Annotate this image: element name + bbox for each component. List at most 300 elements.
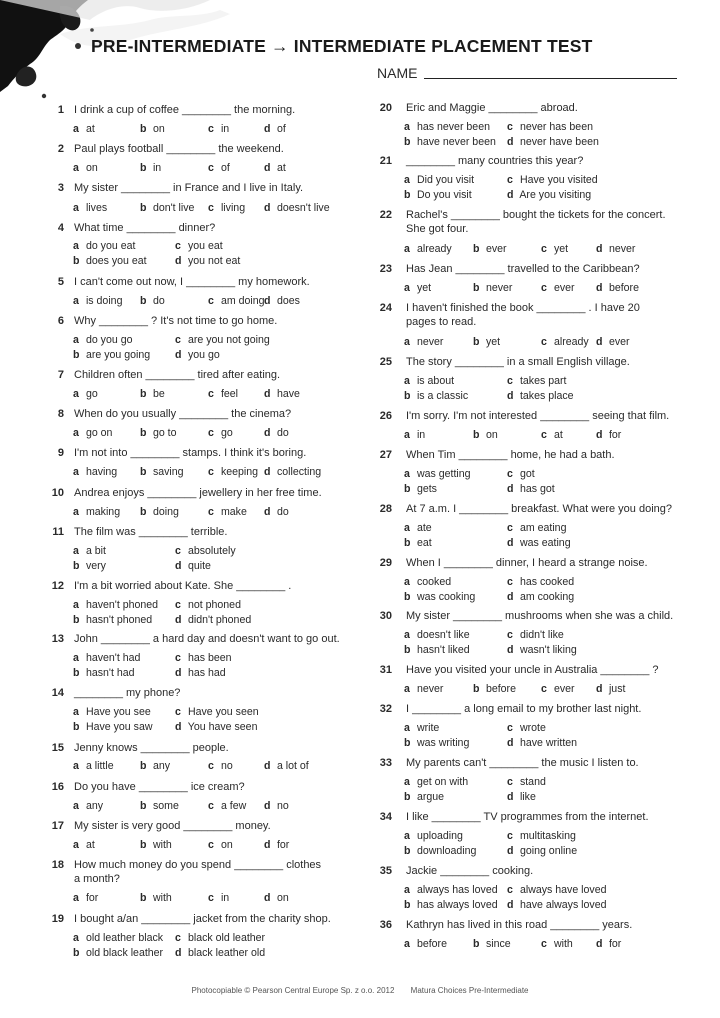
option-label: old leather black <box>83 932 164 944</box>
option-label: a little <box>83 760 114 772</box>
option-label: eat <box>414 537 432 549</box>
option-letter: a <box>404 243 410 255</box>
answer-option[interactable] <box>175 652 232 665</box>
answer-option[interactable] <box>507 483 555 496</box>
option-label: you eat <box>185 240 223 252</box>
option-letter: b <box>473 429 480 441</box>
answer-option[interactable] <box>404 591 475 604</box>
answer-option[interactable] <box>404 791 444 804</box>
option-letter: c <box>507 468 513 480</box>
answer-option[interactable] <box>264 123 286 136</box>
option-label: takes place <box>517 390 574 402</box>
answer-option[interactable] <box>264 202 330 215</box>
answer-option[interactable] <box>140 388 165 401</box>
answer-option[interactable] <box>541 938 573 951</box>
question-number: 15 <box>51 742 64 754</box>
answer-option[interactable] <box>541 243 568 256</box>
option-label: with <box>551 938 573 950</box>
option-label: ever <box>551 282 575 294</box>
answer-option[interactable] <box>507 174 598 187</box>
option-letter: a <box>404 282 410 294</box>
answer-option[interactable] <box>507 830 576 843</box>
option-label: doesn't like <box>414 629 470 641</box>
answer-option[interactable] <box>507 522 566 535</box>
option-letter: a <box>404 830 410 842</box>
answer-option[interactable] <box>140 202 194 215</box>
option-label: never has been <box>517 121 593 133</box>
answer-option[interactable] <box>140 123 165 136</box>
option-label: Have you seen <box>185 706 259 718</box>
answer-option[interactable] <box>208 506 247 519</box>
answer-option[interactable] <box>507 845 577 858</box>
option-label: be <box>150 388 165 400</box>
answer-option[interactable] <box>140 295 165 308</box>
answer-option[interactable] <box>208 427 233 440</box>
option-letter: c <box>507 884 513 896</box>
answer-option[interactable] <box>208 892 229 905</box>
option-label: quite <box>185 560 211 572</box>
answer-option[interactable] <box>507 722 546 735</box>
question-text: I like ________ TV programmes from the internet. <box>406 811 649 823</box>
option-label: on <box>483 429 498 441</box>
option-letter: c <box>175 334 181 346</box>
option-label: any <box>83 800 104 812</box>
question-text: Eric and Maggie ________ abroad. <box>406 102 578 114</box>
option-letter: b <box>73 349 80 361</box>
option-label: on <box>218 839 233 851</box>
option-label: stand <box>517 776 546 788</box>
option-letter: b <box>140 506 147 518</box>
option-label: wrote <box>517 722 546 734</box>
question-text: Andrea enjoys ________ jewellery in her free time. <box>74 487 322 499</box>
answer-option[interactable] <box>73 123 95 136</box>
answer-option[interactable] <box>175 667 226 680</box>
answer-option[interactable] <box>541 429 563 442</box>
option-label: Have you saw <box>83 721 153 733</box>
option-label: You have seen <box>185 721 258 733</box>
option-label: of <box>274 123 286 135</box>
option-letter: b <box>140 839 147 851</box>
option-letter: a <box>73 506 79 518</box>
answer-option[interactable] <box>73 506 120 519</box>
answer-option[interactable] <box>507 189 591 202</box>
answer-option[interactable] <box>264 892 289 905</box>
question-number: 19 <box>51 913 64 925</box>
answer-option[interactable] <box>175 721 257 734</box>
answer-option[interactable] <box>404 243 452 256</box>
answer-option[interactable] <box>507 468 535 481</box>
answer-option[interactable] <box>73 667 135 680</box>
answer-option[interactable] <box>507 776 546 789</box>
answer-option[interactable] <box>208 388 238 401</box>
question-text: John ________ a hard day and doesn't want to go out. <box>74 633 340 645</box>
question-number: 13 <box>51 633 64 645</box>
answer-option[interactable] <box>404 375 454 388</box>
answer-option[interactable] <box>404 776 468 789</box>
answer-option[interactable] <box>73 760 114 773</box>
answer-option[interactable] <box>73 240 135 253</box>
answer-option[interactable] <box>404 899 498 912</box>
option-letter: a <box>73 202 79 214</box>
answer-option[interactable] <box>404 174 474 187</box>
option-letter: d <box>175 947 182 959</box>
answer-option[interactable] <box>507 390 574 403</box>
option-label: uploading <box>414 830 463 842</box>
option-label: before <box>483 683 516 695</box>
answer-option[interactable] <box>73 652 140 665</box>
answer-option[interactable] <box>175 599 241 612</box>
answer-option[interactable] <box>404 644 470 657</box>
answer-option[interactable] <box>73 295 122 308</box>
option-label: are you going <box>83 349 151 361</box>
option-letter: c <box>208 506 214 518</box>
question-text: I ________ a long email to my brother last night. <box>406 703 642 715</box>
option-letter: b <box>404 791 411 803</box>
option-letter: b <box>73 560 80 572</box>
option-letter: a <box>73 240 79 252</box>
answer-option[interactable] <box>208 466 258 479</box>
option-label: before <box>606 282 639 294</box>
option-label: multitasking <box>517 830 576 842</box>
question-number: 3 <box>57 182 64 194</box>
answer-option[interactable] <box>264 839 289 852</box>
option-label: absolutely <box>185 545 236 557</box>
answer-option[interactable] <box>73 892 98 905</box>
answer-option[interactable] <box>404 429 425 442</box>
answer-option[interactable] <box>175 255 240 268</box>
answer-option[interactable] <box>404 629 470 642</box>
answer-option[interactable] <box>73 388 98 401</box>
option-label: in <box>414 429 426 441</box>
page-title: PRE-INTERMEDIATE → INTERMEDIATE PLACEMENT TEST <box>91 36 593 56</box>
answer-option[interactable] <box>473 429 498 442</box>
question-number: 20 <box>379 102 392 114</box>
answer-option[interactable] <box>73 599 158 612</box>
answer-option[interactable] <box>507 121 593 134</box>
option-label: old black leather <box>83 947 164 959</box>
option-label: has never been <box>414 121 490 133</box>
answer-option[interactable] <box>140 466 184 479</box>
question-number: 18 <box>51 859 64 871</box>
question-text: Do you have ________ ice cream? <box>74 781 245 793</box>
answer-option[interactable] <box>175 706 259 719</box>
option-letter: c <box>507 722 513 734</box>
option-label: go to <box>150 427 177 439</box>
option-letter: a <box>404 576 410 588</box>
option-label: am doing <box>218 295 265 307</box>
question-number: 33 <box>379 757 392 769</box>
option-letter: b <box>140 202 147 214</box>
question-number: 17 <box>51 820 64 832</box>
answer-option[interactable] <box>73 947 163 960</box>
option-label: for <box>606 938 622 950</box>
option-label: at <box>83 839 95 851</box>
question-text: ________ many countries this year? <box>406 155 584 167</box>
option-letter: a <box>73 652 79 664</box>
answer-option[interactable] <box>507 791 536 804</box>
option-label: with <box>150 892 172 904</box>
option-letter: c <box>208 202 214 214</box>
option-label: a lot of <box>274 760 309 772</box>
answer-option[interactable] <box>208 800 246 813</box>
option-letter: b <box>140 466 147 478</box>
answer-option[interactable] <box>73 800 103 813</box>
answer-option[interactable] <box>507 576 574 589</box>
option-label: on <box>83 162 98 174</box>
answer-option[interactable] <box>473 282 512 295</box>
option-label: for <box>83 892 99 904</box>
answer-option[interactable] <box>140 839 172 852</box>
question-number: 2 <box>57 143 64 155</box>
option-letter: a <box>404 336 410 348</box>
answer-option[interactable] <box>596 938 621 951</box>
answer-option[interactable] <box>596 683 625 696</box>
question-number: 11 <box>52 526 64 538</box>
answer-option[interactable] <box>404 830 463 843</box>
option-label: hasn't had <box>83 667 135 679</box>
question-text: What time ________ dinner? <box>74 222 216 234</box>
answer-option[interactable] <box>264 427 289 440</box>
answer-option[interactable] <box>140 427 177 440</box>
option-label: is doing <box>83 295 123 307</box>
answer-option[interactable] <box>507 737 577 750</box>
answer-option[interactable] <box>208 123 229 136</box>
answer-option[interactable] <box>404 737 469 750</box>
option-letter: c <box>208 466 214 478</box>
option-letter: a <box>73 388 79 400</box>
answer-option[interactable] <box>404 722 439 735</box>
option-letter: d <box>507 644 514 656</box>
answer-option[interactable] <box>175 240 223 253</box>
option-letter: d <box>507 591 514 603</box>
option-label: some <box>150 800 179 812</box>
answer-option[interactable] <box>264 466 321 479</box>
option-letter: b <box>404 390 411 402</box>
option-letter: a <box>404 375 410 387</box>
option-label: yet <box>483 336 501 348</box>
answer-option[interactable] <box>473 683 516 696</box>
answer-option[interactable] <box>404 282 431 295</box>
option-label: ever <box>606 336 630 348</box>
option-label: you not eat <box>185 255 241 267</box>
answer-option[interactable] <box>404 189 472 202</box>
answer-option[interactable] <box>73 162 98 175</box>
answer-option[interactable] <box>507 136 599 149</box>
option-letter: d <box>507 737 514 749</box>
option-label: doesn't live <box>274 202 330 214</box>
answer-option[interactable] <box>541 282 575 295</box>
answer-option[interactable] <box>507 884 607 897</box>
option-letter: c <box>541 429 547 441</box>
answer-option[interactable] <box>73 255 147 268</box>
option-label: ever <box>551 683 575 695</box>
name-input-line[interactable] <box>424 78 677 79</box>
option-letter: b <box>473 683 480 695</box>
option-letter: d <box>596 243 603 255</box>
option-label: downloading <box>414 845 477 857</box>
option-label: always has loved <box>414 884 498 896</box>
answer-option[interactable] <box>473 938 511 951</box>
answer-option[interactable] <box>175 947 265 960</box>
answer-option[interactable] <box>73 932 163 945</box>
answer-option[interactable] <box>175 932 265 945</box>
option-label: for <box>274 839 290 851</box>
answer-option[interactable] <box>264 800 289 813</box>
option-letter: c <box>175 545 181 557</box>
answer-option[interactable] <box>507 375 566 388</box>
answer-option[interactable] <box>404 683 443 696</box>
answer-option[interactable] <box>140 800 179 813</box>
answer-option[interactable] <box>140 506 179 519</box>
answer-option[interactable] <box>596 243 635 256</box>
option-letter: c <box>208 839 214 851</box>
option-label: yet <box>551 243 569 255</box>
option-letter: d <box>264 427 271 439</box>
answer-option[interactable] <box>73 839 95 852</box>
answer-option[interactable] <box>507 899 607 912</box>
option-letter: c <box>208 123 214 135</box>
question-text: When do you usually ________ the cinema? <box>74 408 292 420</box>
answer-option[interactable] <box>264 295 300 308</box>
option-label: have always loved <box>517 899 607 911</box>
question-number: 21 <box>379 155 392 167</box>
option-label: never <box>414 683 444 695</box>
answer-option[interactable] <box>73 334 132 347</box>
option-letter: b <box>404 483 411 495</box>
answer-option[interactable] <box>404 121 490 134</box>
answer-option[interactable] <box>73 466 117 479</box>
question-number: 28 <box>379 503 392 515</box>
answer-option[interactable] <box>404 483 437 496</box>
answer-option[interactable] <box>596 282 639 295</box>
option-label: yet <box>414 282 432 294</box>
answer-option[interactable] <box>596 336 630 349</box>
answer-option[interactable] <box>73 706 151 719</box>
answer-option[interactable] <box>140 760 170 773</box>
option-letter: b <box>404 737 411 749</box>
option-letter: d <box>264 162 271 174</box>
option-label: do you go <box>83 334 133 346</box>
option-letter: d <box>175 667 182 679</box>
answer-option[interactable] <box>507 644 577 657</box>
option-label: with <box>150 839 172 851</box>
answer-option[interactable] <box>73 349 150 362</box>
answer-option[interactable] <box>208 295 265 308</box>
option-letter: c <box>175 240 181 252</box>
option-label: a few <box>218 800 247 812</box>
question-text: I drink a cup of coffee ________ the morning. <box>74 104 296 116</box>
answer-option[interactable] <box>404 136 496 149</box>
option-label: is about <box>414 375 455 387</box>
option-label: Are you visiting <box>517 189 592 201</box>
answer-option[interactable] <box>73 202 107 215</box>
option-label: Have you visited <box>517 174 598 186</box>
answer-option[interactable] <box>175 614 251 627</box>
option-letter: d <box>264 839 271 851</box>
option-letter: a <box>404 884 410 896</box>
question-number: 5 <box>57 276 64 288</box>
answer-option[interactable] <box>404 468 471 481</box>
answer-option[interactable] <box>175 349 220 362</box>
option-label: have written <box>517 737 578 749</box>
answer-option[interactable] <box>208 162 230 175</box>
answer-option[interactable] <box>404 390 468 403</box>
answer-option[interactable] <box>404 522 432 535</box>
answer-option[interactable] <box>208 839 233 852</box>
option-label: was eating <box>517 537 571 549</box>
answer-option[interactable] <box>404 884 498 897</box>
question-number: 12 <box>51 580 64 592</box>
option-letter: b <box>404 537 411 549</box>
option-letter: b <box>404 136 411 148</box>
option-letter: b <box>404 899 411 911</box>
answer-option[interactable] <box>208 202 245 215</box>
answer-option[interactable] <box>404 845 476 858</box>
answer-option[interactable] <box>175 334 270 347</box>
answer-option[interactable] <box>208 760 233 773</box>
answer-option[interactable] <box>473 336 500 349</box>
answer-option[interactable] <box>140 162 161 175</box>
option-label: on <box>150 123 165 135</box>
question-number: 9 <box>57 447 64 459</box>
option-label: does <box>274 295 300 307</box>
option-label: in <box>150 162 162 174</box>
answer-option[interactable] <box>404 537 432 550</box>
option-label: was writing <box>414 737 470 749</box>
question-text: I'm not into ________ stamps. I think it's boring. <box>74 447 307 459</box>
question-number: 29 <box>379 557 392 569</box>
option-label: have <box>274 388 300 400</box>
answer-option[interactable] <box>404 336 443 349</box>
option-letter: c <box>507 629 513 641</box>
answer-option[interactable] <box>507 591 574 604</box>
answer-option[interactable] <box>541 336 589 349</box>
answer-option[interactable] <box>507 537 571 550</box>
answer-option[interactable] <box>175 560 211 573</box>
option-label: am eating <box>517 522 567 534</box>
option-letter: c <box>507 522 513 534</box>
answer-option[interactable] <box>264 760 309 773</box>
answer-option[interactable] <box>73 545 106 558</box>
answer-option[interactable] <box>73 614 152 627</box>
answer-option[interactable] <box>507 629 564 642</box>
answer-option[interactable] <box>264 162 286 175</box>
answer-option[interactable] <box>264 388 300 401</box>
footer <box>0 986 720 995</box>
answer-option[interactable] <box>473 243 507 256</box>
answer-option[interactable] <box>73 721 152 734</box>
option-label: wasn't liking <box>517 644 577 656</box>
option-letter: d <box>264 506 271 518</box>
option-label: never <box>483 282 513 294</box>
answer-option[interactable] <box>264 506 289 519</box>
answer-option[interactable] <box>596 429 621 442</box>
option-letter: c <box>541 938 547 950</box>
question-number: 35 <box>379 865 392 877</box>
option-label: was getting <box>414 468 471 480</box>
answer-option[interactable] <box>404 576 451 589</box>
option-label: is a classic <box>414 390 469 402</box>
answer-option[interactable] <box>140 892 172 905</box>
answer-option[interactable] <box>175 545 236 558</box>
question-text: I can't come out now, I ________ my homework. <box>74 276 310 288</box>
answer-option[interactable] <box>541 683 575 696</box>
question-number: 36 <box>379 919 392 931</box>
answer-option[interactable] <box>73 427 112 440</box>
answer-option[interactable] <box>73 560 106 573</box>
option-label: Did you visit <box>414 174 475 186</box>
answer-option[interactable] <box>404 938 447 951</box>
